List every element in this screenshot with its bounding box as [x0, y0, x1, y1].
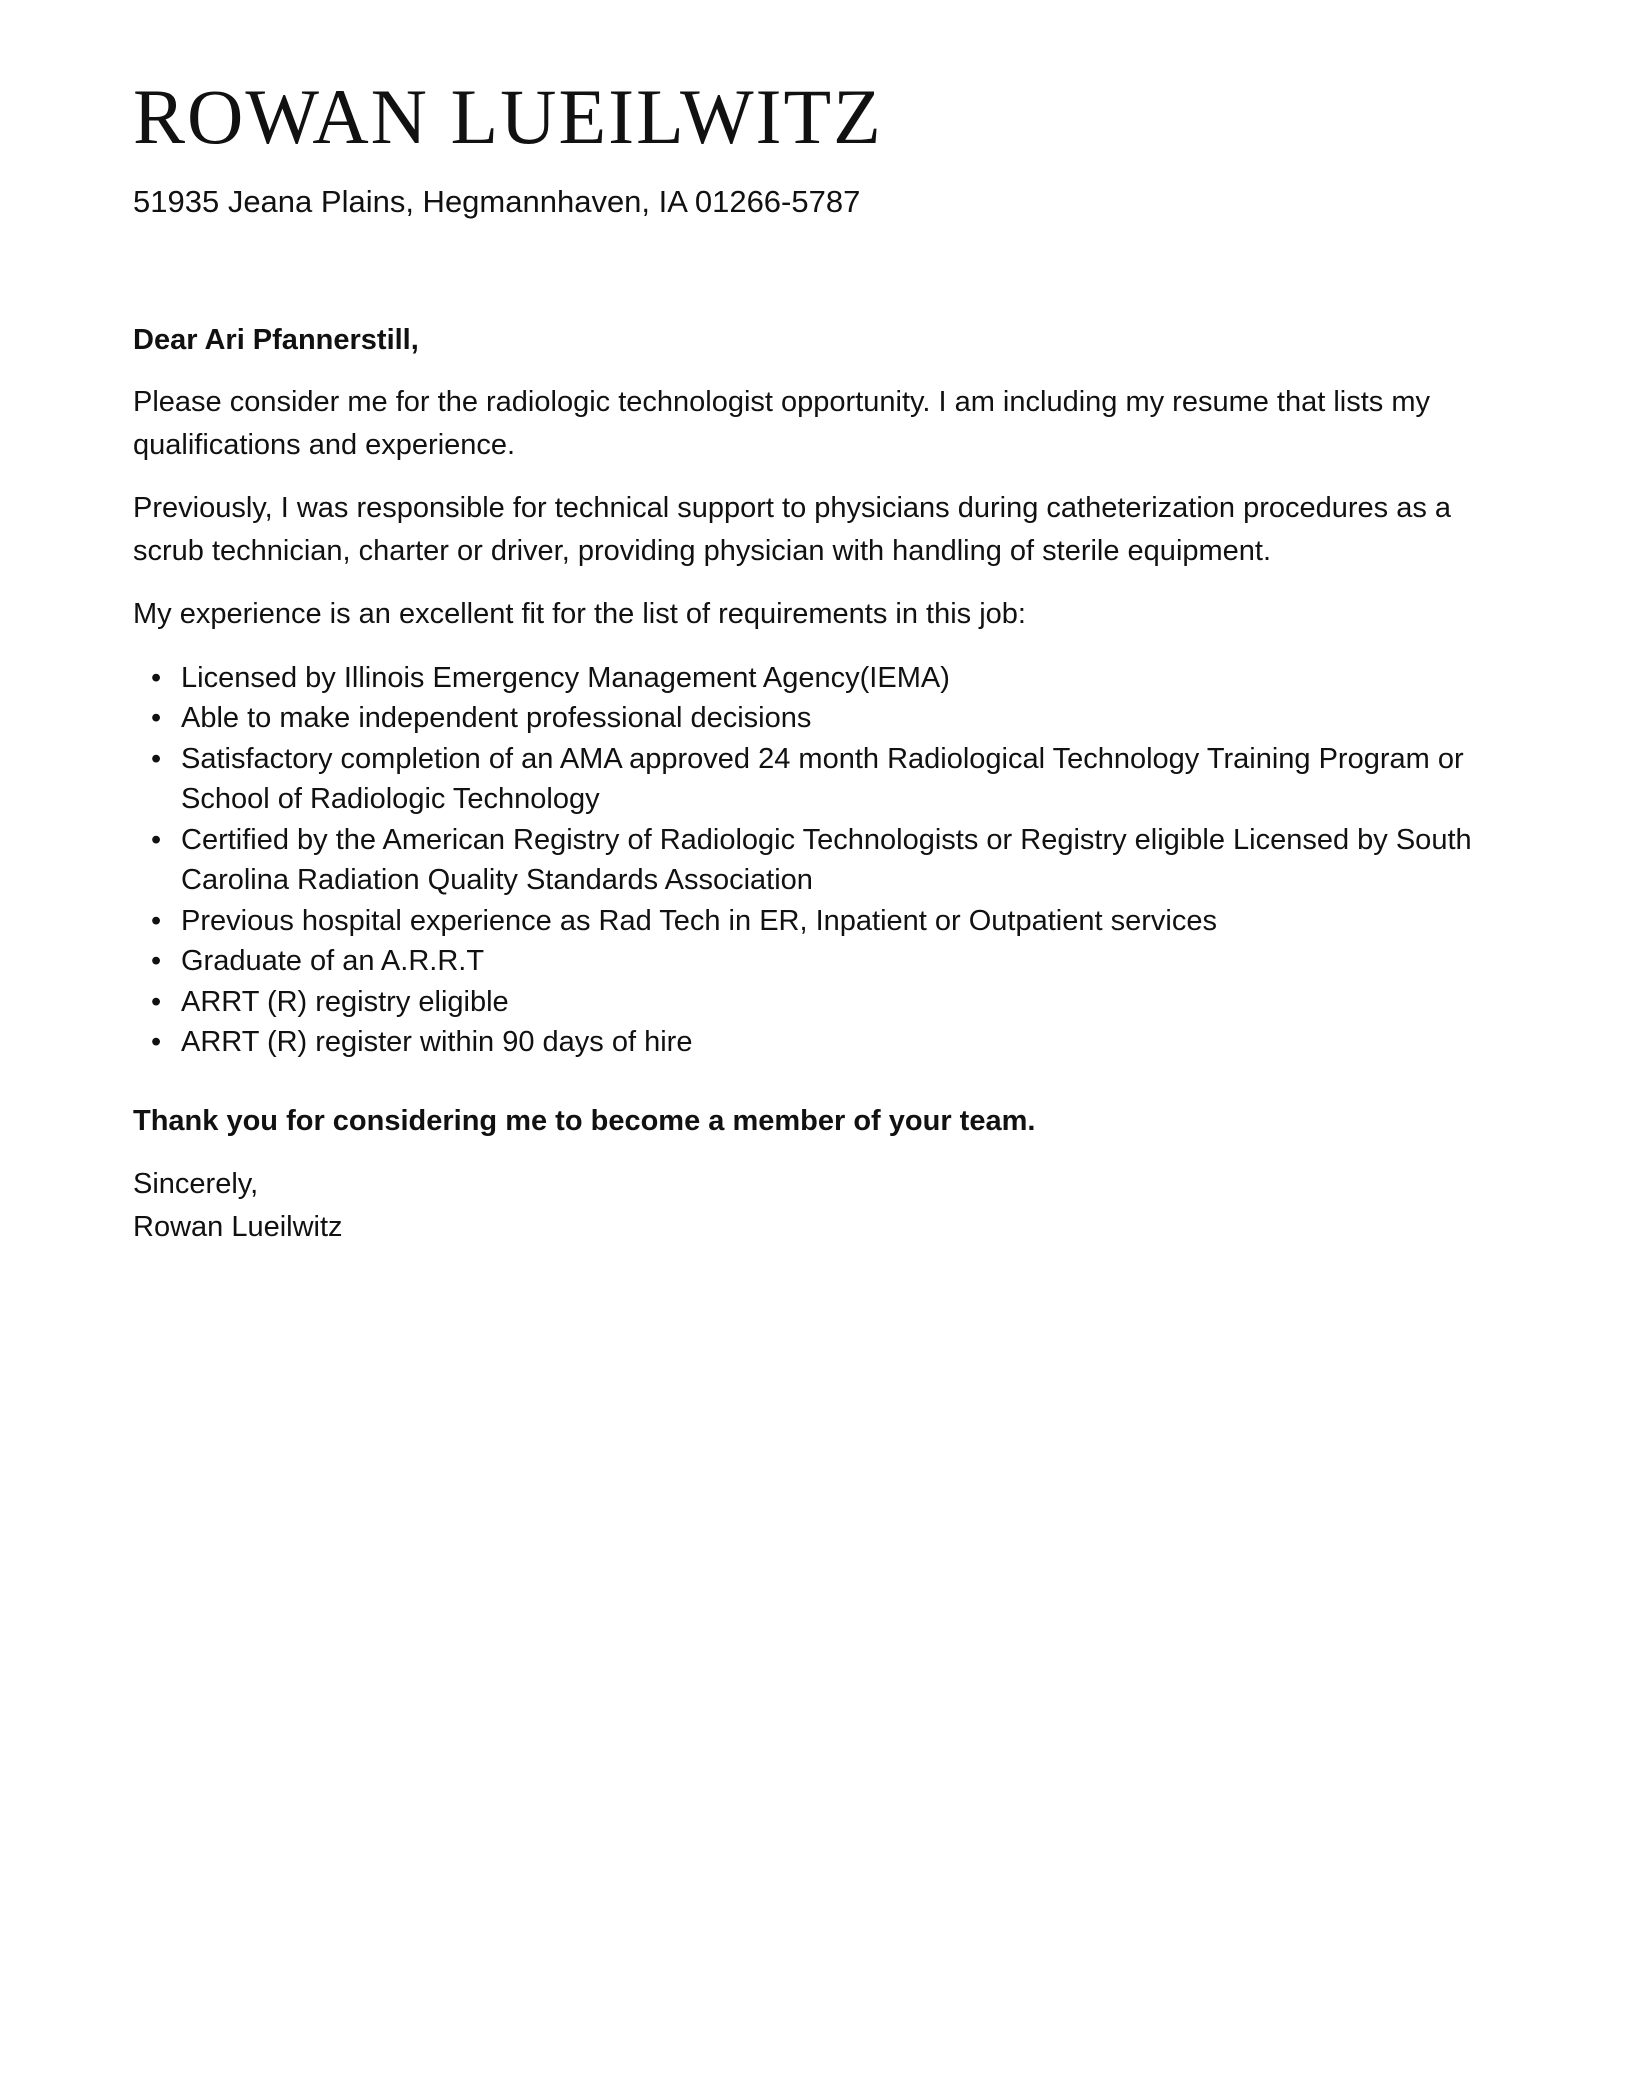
closing-line: Thank you for considering me to become a member of your team. — [133, 1104, 1036, 1137]
list-item — [133, 739, 1503, 820]
bullet-icon: • — [151, 742, 162, 775]
requirements-list — [133, 658, 1503, 1063]
bullet-icon: • — [151, 1026, 162, 1059]
list-item — [133, 820, 1503, 901]
bullet-icon: • — [151, 945, 162, 978]
requirements-intro: My experience is an excellent fit for the list of requirements in this job: — [133, 597, 1026, 630]
list-item-text: Licensed by Illinois Emergency Management Agency(IEMA) — [181, 661, 950, 694]
bullet-icon: • — [151, 985, 162, 1018]
experience-paragraph: Previously, I was responsible for technical support to physicians during catheterization procedures as a scrub technician, charter or driver, providing physician with handling of sterile equipment. — [133, 491, 1452, 567]
list-item-text: Satisfactory completion of an AMA approved 24 month Radiological Technology Training Program or School of Radiologic Technology — [181, 742, 1464, 816]
list-item — [133, 982, 1503, 1023]
list-item-text: Able to make independent professional decisions — [181, 702, 812, 735]
applicant-name: ROWAN LUEILWITZ — [133, 73, 883, 160]
applicant-address: 51935 Jeana Plains, Hegmannhaven, IA 01266-5787 — [133, 184, 861, 219]
list-item — [133, 698, 1503, 739]
list-item — [133, 941, 1503, 982]
bullet-icon: • — [151, 904, 162, 937]
list-item — [133, 901, 1503, 942]
list-item-text: Previous hospital experience as Rad Tech in ER, Inpatient or Outpatient services — [181, 904, 1217, 937]
cover-letter — [133, 73, 1503, 1249]
bullet-icon: • — [151, 823, 162, 856]
list-item-text: ARRT (R) register within 90 days of hire — [181, 1026, 693, 1059]
list-item — [133, 1022, 1503, 1063]
bullet-icon: • — [151, 661, 162, 694]
list-item-text: ARRT (R) registry eligible — [181, 985, 509, 1018]
list-item-text: Certified by the American Registry of Radiologic Technologists or Registry eligible Licensed by South Carolina Radiation Quality Standards Association — [181, 823, 1472, 897]
signoff: Sincerely, — [133, 1168, 259, 1201]
list-item-text: Graduate of an A.R.R.T — [181, 945, 485, 978]
signoff-block — [133, 1163, 1503, 1249]
salutation: Dear Ari Pfannerstill, — [133, 324, 419, 357]
list-item — [133, 658, 1503, 699]
bullet-icon: • — [151, 702, 162, 735]
intro-paragraph: Please consider me for the radiologic technologist opportunity. I am including my resume that lists my qualifications and experience. — [133, 385, 1431, 461]
signature-name: Rowan Lueilwitz — [133, 1211, 343, 1244]
